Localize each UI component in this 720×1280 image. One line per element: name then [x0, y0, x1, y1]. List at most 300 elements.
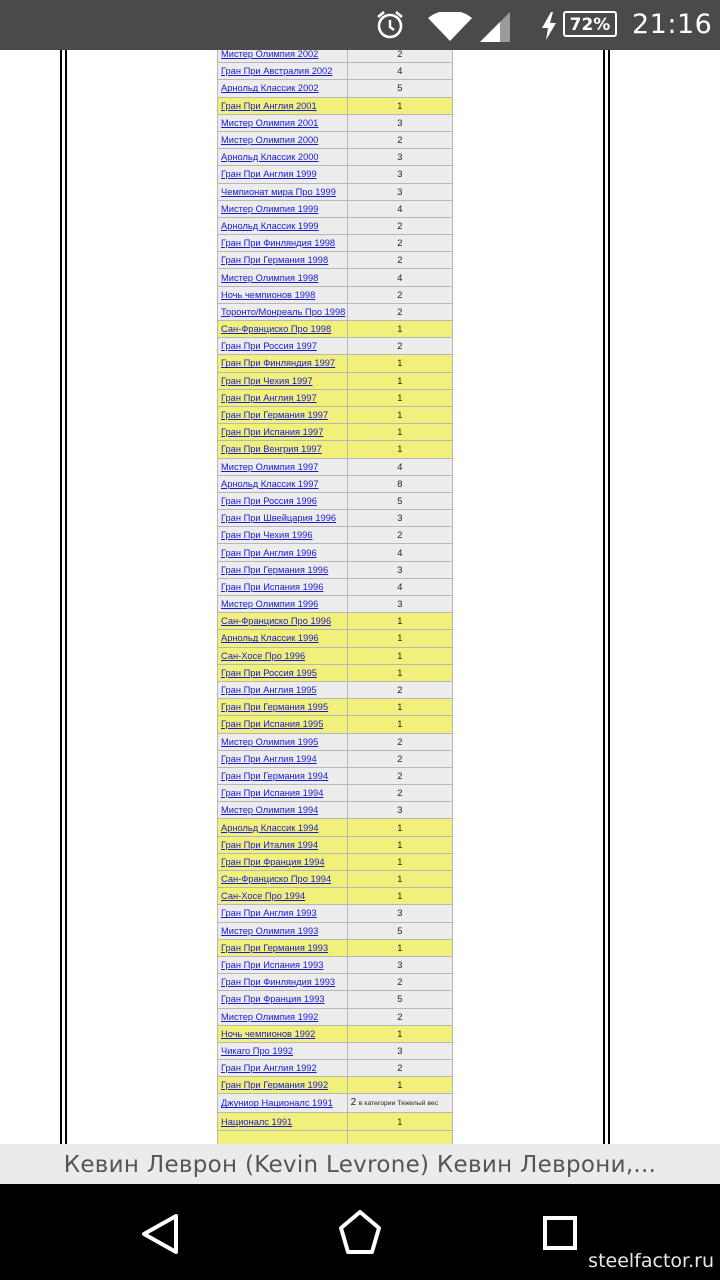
place-value: 1 — [397, 410, 403, 421]
place-cell — [347, 1130, 452, 1144]
competition-link[interactable]: Гран При Австралия 2002 — [221, 66, 333, 77]
competition-cell — [218, 578, 348, 595]
result-row — [218, 630, 453, 647]
result-row — [218, 767, 453, 784]
place-cell — [347, 492, 452, 509]
page-title-banner[interactable]: Кевин Леврон (Kevin Levrone) Кевин Леврони,... — [0, 1144, 720, 1184]
place-value: 1 — [397, 719, 403, 730]
competition-link[interactable]: Гран При Финляндия 1998 — [221, 238, 336, 249]
place-value: 2 — [397, 50, 403, 60]
result-row — [218, 647, 453, 664]
competition-link[interactable]: Чемпионат мира Про 1999 — [221, 186, 336, 197]
competition-link[interactable]: Гран При Франция 1994 — [221, 856, 325, 867]
competition-link[interactable]: Мистер Олимпия 1997 — [221, 461, 319, 472]
competition-link[interactable]: Торонто/Монреаль Про 1998 — [221, 306, 346, 317]
place-cell — [347, 888, 452, 905]
competition-cell — [218, 303, 348, 320]
result-row — [218, 114, 453, 131]
competition-link[interactable]: Арнольд Классик 1997 — [221, 478, 319, 489]
place-cell — [347, 785, 452, 802]
result-row — [218, 578, 453, 595]
place-value: 3 — [397, 1045, 403, 1056]
competition-link[interactable]: Арнольд Классик 1994 — [221, 822, 319, 833]
competition-cell — [218, 235, 348, 252]
competition-cell — [218, 200, 348, 217]
place-cell — [347, 458, 452, 475]
result-row — [218, 338, 453, 355]
competition-cell — [218, 1060, 348, 1077]
competition-link[interactable]: Мистер Олимпия 1998 — [221, 272, 319, 283]
place-value: 3 — [397, 805, 403, 816]
competition-link[interactable]: Гран При Германия 1993 — [221, 942, 329, 953]
competition-cell — [218, 510, 348, 527]
competition-cell — [218, 527, 348, 544]
result-row — [218, 939, 453, 956]
competition-link[interactable]: Гран При Англия 1992 — [221, 1063, 317, 1074]
place-cell — [347, 217, 452, 234]
place-cell — [347, 871, 452, 888]
competition-link[interactable]: Гран При Россия 1997 — [221, 341, 317, 352]
result-row — [218, 63, 453, 80]
recent-apps-button[interactable] — [530, 1206, 590, 1262]
competition-link[interactable]: Гран При Германия 1994 — [221, 770, 329, 781]
competition-link[interactable]: Гран При Швейцария 1996 — [221, 513, 337, 524]
competition-link[interactable]: Гран При Англия 1994 — [221, 753, 317, 764]
competition-cell — [218, 183, 348, 200]
result-row — [218, 166, 453, 183]
result-row — [218, 853, 453, 870]
competition-link[interactable]: Гран При Финляндия 1997 — [221, 358, 336, 369]
place-cell — [347, 406, 452, 423]
competition-link[interactable]: Гран При Венгрия 1997 — [221, 444, 322, 455]
competition-cell — [218, 544, 348, 561]
place-cell — [347, 819, 452, 836]
recent-apps-square-icon — [530, 1206, 590, 1262]
place-cell — [347, 1094, 452, 1113]
result-row — [218, 97, 453, 114]
charging-icon — [540, 12, 558, 45]
competition-link[interactable]: Националс 1991 — [221, 1116, 293, 1127]
result-row — [218, 1060, 453, 1077]
competition-link[interactable]: Мистер Олимпия 1995 — [221, 736, 319, 747]
competition-cell — [218, 1042, 348, 1059]
place-value: 2 — [397, 289, 403, 300]
place-cell — [347, 1008, 452, 1025]
competition-link[interactable]: Гран При Россия 1996 — [221, 495, 317, 506]
competition-link[interactable]: Сан-Франциско Про 1996 — [221, 616, 332, 627]
page-border-line — [608, 50, 610, 1144]
competition-link[interactable]: Гран При Германия 1992 — [221, 1080, 329, 1091]
place-cell — [347, 441, 452, 458]
place-value: 5 — [397, 83, 403, 94]
home-pentagon-icon — [330, 1206, 390, 1262]
result-row — [218, 131, 453, 148]
competition-cell — [218, 647, 348, 664]
competition-link[interactable]: Мистер Олимпия 1993 — [221, 925, 319, 936]
result-row — [218, 510, 453, 527]
competition-cell — [218, 767, 348, 784]
competition-cell — [218, 269, 348, 286]
place-cell — [347, 733, 452, 750]
back-button[interactable] — [130, 1206, 190, 1262]
competition-link[interactable]: Гран При Испания 1995 — [221, 719, 324, 730]
place-cell — [347, 630, 452, 647]
place-value: 3 — [397, 599, 403, 610]
place-value: 2 — [397, 788, 403, 799]
place-value: 1 — [397, 375, 403, 386]
place-value: 2 — [397, 753, 403, 764]
place-value: 2 — [397, 685, 403, 696]
place-cell — [347, 149, 452, 166]
place-value: 1 — [397, 616, 403, 627]
place-cell — [347, 372, 452, 389]
place-cell — [347, 1060, 452, 1077]
competition-link[interactable]: Ночь чемпионов 1992 — [221, 1028, 316, 1039]
place-value: 1 — [397, 392, 403, 403]
result-row — [218, 200, 453, 217]
competition-link[interactable]: Гран При Англия 1993 — [221, 908, 317, 919]
competition-cell — [218, 372, 348, 389]
place-value: 3 — [397, 152, 403, 163]
page-border-line — [603, 50, 605, 1144]
competition-cell — [218, 50, 348, 63]
place-value: 2 — [397, 220, 403, 231]
status-bar — [0, 0, 720, 50]
place-value: 4 — [397, 66, 403, 77]
competition-link[interactable]: Арнольд Классик 1996 — [221, 633, 319, 644]
place-value: 2 — [397, 736, 403, 747]
place-value: 1 — [397, 324, 403, 335]
competition-link[interactable]: Гран При Испания 1997 — [221, 427, 324, 438]
place-cell — [347, 974, 452, 991]
place-cell — [347, 991, 452, 1008]
competition-link[interactable]: Мистер Олимпия 1992 — [221, 1011, 319, 1022]
place-value: 3 — [397, 169, 403, 180]
competition-cell — [218, 97, 348, 114]
competition-link[interactable]: Гран При Испания 1996 — [221, 581, 324, 592]
competition-link[interactable]: Гран При Испания 1994 — [221, 788, 324, 799]
place-value: 2 — [397, 530, 403, 541]
place-cell — [347, 321, 452, 338]
competition-cell — [218, 939, 348, 956]
competition-link[interactable]: Чикаго Про 1992 — [221, 1045, 294, 1056]
place-value: 2 — [397, 770, 403, 781]
competition-cell — [218, 664, 348, 681]
result-row — [218, 527, 453, 544]
place-value: 1 — [397, 822, 403, 833]
place-value: 4 — [397, 547, 403, 558]
place-cell — [347, 647, 452, 664]
competition-link[interactable]: Гран При Чехия 1996 — [221, 530, 313, 541]
competition-cell — [218, 217, 348, 234]
competition-cell — [218, 956, 348, 973]
place-cell — [347, 853, 452, 870]
competition-cell — [218, 131, 348, 148]
place-value: 1 — [397, 891, 403, 902]
place-value: 1 — [397, 667, 403, 678]
result-row — [218, 441, 453, 458]
result-row — [218, 836, 453, 853]
place-value: 3 — [397, 908, 403, 919]
competition-cell — [218, 475, 348, 492]
place-value: 3 — [397, 960, 403, 971]
place-cell — [347, 767, 452, 784]
competition-cell — [218, 733, 348, 750]
competition-cell — [218, 596, 348, 613]
result-row — [218, 956, 453, 973]
result-row — [218, 699, 453, 716]
place-cell — [347, 389, 452, 406]
competition-cell — [218, 681, 348, 698]
place-value: 5 — [397, 495, 403, 506]
competition-link[interactable]: Гран При Испания 1993 — [221, 960, 324, 971]
place-value: 3 — [397, 186, 403, 197]
place-cell — [347, 269, 452, 286]
place-cell — [347, 699, 452, 716]
result-row — [218, 492, 453, 509]
competition-link[interactable]: Сан-Франциско Про 1998 — [221, 324, 332, 335]
battery-icon — [563, 11, 617, 37]
result-row — [218, 1077, 453, 1094]
place-cell — [347, 166, 452, 183]
place-cell — [347, 97, 452, 114]
competition-link[interactable]: Гран При Англия 2001 — [221, 100, 317, 111]
result-row — [218, 613, 453, 630]
result-row — [218, 252, 453, 269]
place-cell — [347, 681, 452, 698]
result-row — [218, 1130, 453, 1144]
competition-cell — [218, 561, 348, 578]
alarm-icon — [374, 9, 406, 46]
back-triangle-icon — [130, 1206, 190, 1262]
result-row — [218, 406, 453, 423]
competition-link[interactable]: Гран При Германия 1997 — [221, 410, 329, 421]
competition-cell — [218, 63, 348, 80]
competition-link[interactable]: Мистер Олимпия 1994 — [221, 805, 319, 816]
competition-cell — [218, 922, 348, 939]
result-row — [218, 303, 453, 320]
competition-link[interactable]: Мистер Олимпия 1999 — [221, 203, 319, 214]
competition-link[interactable]: Гран При Финляндия 1993 — [221, 977, 336, 988]
place-cell — [347, 286, 452, 303]
competition-cell — [218, 853, 348, 870]
place-cell — [347, 544, 452, 561]
place-value: 5 — [397, 994, 403, 1005]
competition-cell — [218, 424, 348, 441]
result-row — [218, 922, 453, 939]
result-row — [218, 802, 453, 819]
result-row — [218, 183, 453, 200]
competition-cell — [218, 750, 348, 767]
competition-link[interactable]: Гран При Германия 1996 — [221, 564, 329, 575]
place-cell — [347, 80, 452, 97]
web-page[interactable] — [0, 50, 720, 1144]
place-value: 4 — [397, 272, 403, 283]
place-value: 1 — [397, 358, 403, 369]
competition-cell — [218, 991, 348, 1008]
result-row — [218, 974, 453, 991]
place-value: 1 — [397, 1080, 403, 1091]
competition-link[interactable]: Мистер Олимпия 1996 — [221, 599, 319, 610]
result-row — [218, 475, 453, 492]
place-cell — [347, 50, 452, 63]
place-cell — [347, 355, 452, 372]
competition-cell — [218, 389, 348, 406]
competition-link[interactable]: Гран При Германия 1998 — [221, 255, 329, 266]
place-cell — [347, 527, 452, 544]
result-row — [218, 269, 453, 286]
place-cell — [347, 510, 452, 527]
competition-cell — [218, 80, 348, 97]
place-value: 1 — [397, 702, 403, 713]
place-cell — [347, 235, 452, 252]
result-row — [218, 1042, 453, 1059]
place-note: в категории Тяжелый вес — [358, 1100, 439, 1108]
place-value: 2 — [350, 1097, 357, 1109]
place-cell — [347, 750, 452, 767]
place-value: 2 — [397, 977, 403, 988]
place-value: 3 — [397, 564, 403, 575]
place-value: 2 — [397, 1063, 403, 1074]
competition-link[interactable]: Мистер Олимпия 2001 — [221, 117, 319, 128]
competition-cell — [218, 613, 348, 630]
competition-link[interactable]: Сан-Франциско Про 1994 — [221, 874, 332, 885]
competition-link[interactable]: Арнольд Классик 1999 — [221, 220, 319, 231]
competition-link[interactable]: Гран При Россия 1995 — [221, 667, 317, 678]
place-cell — [347, 596, 452, 613]
watermark: steelfactor.ru — [588, 1250, 714, 1272]
competition-link[interactable]: Гран При Германия 1995 — [221, 702, 329, 713]
place-cell — [347, 424, 452, 441]
place-value: 3 — [397, 513, 403, 524]
place-value: 3 — [397, 117, 403, 128]
place-cell — [347, 613, 452, 630]
place-cell — [347, 131, 452, 148]
place-value: 4 — [397, 461, 403, 472]
place-cell — [347, 1042, 452, 1059]
result-row — [218, 819, 453, 836]
result-row — [218, 561, 453, 578]
result-row — [218, 372, 453, 389]
result-row — [218, 1094, 453, 1113]
competition-link[interactable]: Джуниор Националс 1991 — [221, 1098, 333, 1109]
competition-cell — [218, 338, 348, 355]
competition-link[interactable]: Гран При Англия 1996 — [221, 547, 317, 558]
competition-cell — [218, 252, 348, 269]
competition-cell — [218, 871, 348, 888]
competition-link[interactable]: Гран При Англия 1995 — [221, 685, 317, 696]
competition-link[interactable]: Гран При Франция 1993 — [221, 994, 325, 1005]
competition-link[interactable]: Мистер Олимпия 2000 — [221, 135, 319, 146]
place-cell — [347, 836, 452, 853]
place-cell — [347, 338, 452, 355]
place-value: 2 — [397, 238, 403, 249]
competition-cell — [218, 819, 348, 836]
competition-cell — [218, 1025, 348, 1042]
competition-link[interactable]: Гран При Чехия 1997 — [221, 375, 313, 386]
competition-cell — [218, 716, 348, 733]
result-row — [218, 905, 453, 922]
result-row — [218, 888, 453, 905]
wifi-icon — [428, 12, 472, 47]
competition-link[interactable]: Гран При Англия 1999 — [221, 169, 317, 180]
competition-cell — [218, 458, 348, 475]
result-row — [218, 235, 453, 252]
result-row — [218, 733, 453, 750]
place-cell — [347, 475, 452, 492]
place-cell — [347, 802, 452, 819]
competition-cell — [218, 836, 348, 853]
competition-link[interactable]: Арнольд Классик 2002 — [221, 83, 319, 94]
competition-cell — [218, 802, 348, 819]
result-row — [218, 871, 453, 888]
place-cell — [347, 252, 452, 269]
competition-link[interactable]: Гран При Италия 1994 — [221, 839, 319, 850]
competition-cell — [218, 699, 348, 716]
competition-link[interactable]: Ночь чемпионов 1998 — [221, 289, 316, 300]
place-cell — [347, 303, 452, 320]
cell-signal-icon — [480, 12, 512, 47]
competition-link[interactable]: Мистер Олимпия 2002 — [221, 50, 319, 60]
competition-cell — [218, 1130, 348, 1144]
place-value: 1 — [397, 633, 403, 644]
result-row — [218, 785, 453, 802]
place-value: 2 — [397, 1011, 403, 1022]
competition-cell — [218, 888, 348, 905]
result-row — [218, 355, 453, 372]
result-row — [218, 424, 453, 441]
place-cell — [347, 578, 452, 595]
place-value: 1 — [397, 100, 403, 111]
result-row — [218, 544, 453, 561]
result-row — [218, 1008, 453, 1025]
result-row — [218, 458, 453, 475]
place-value: 5 — [397, 925, 403, 936]
place-cell — [347, 1113, 452, 1130]
place-value: 2 — [397, 135, 403, 146]
page-border-line — [65, 50, 67, 1144]
clock-time: 21:16 — [632, 9, 713, 40]
place-cell — [347, 716, 452, 733]
place-value: 1 — [397, 1028, 403, 1039]
competition-cell — [218, 149, 348, 166]
competition-link[interactable]: Гран При Англия 1997 — [221, 392, 317, 403]
place-value: 1 — [397, 839, 403, 850]
result-row — [218, 286, 453, 303]
competition-cell — [218, 1094, 348, 1113]
place-value: 2 — [397, 306, 403, 317]
place-cell — [347, 905, 452, 922]
result-row — [218, 1113, 453, 1130]
home-button[interactable] — [330, 1206, 390, 1262]
place-cell — [347, 114, 452, 131]
competition-link[interactable]: Сан-Хосе Про 1996 — [221, 650, 306, 661]
result-row — [218, 716, 453, 733]
place-cell — [347, 1077, 452, 1094]
result-row — [218, 80, 453, 97]
competition-cell — [218, 1113, 348, 1130]
competition-cell — [218, 630, 348, 647]
competition-cell — [218, 406, 348, 423]
place-value: 4 — [397, 203, 403, 214]
competition-link[interactable]: Сан-Хосе Про 1994 — [221, 891, 306, 902]
place-cell — [347, 561, 452, 578]
competition-link[interactable]: Арнольд Классик 2000 — [221, 152, 319, 163]
result-row — [218, 596, 453, 613]
competition-cell — [218, 1008, 348, 1025]
result-row — [218, 50, 453, 63]
page-border-line — [60, 50, 62, 1144]
